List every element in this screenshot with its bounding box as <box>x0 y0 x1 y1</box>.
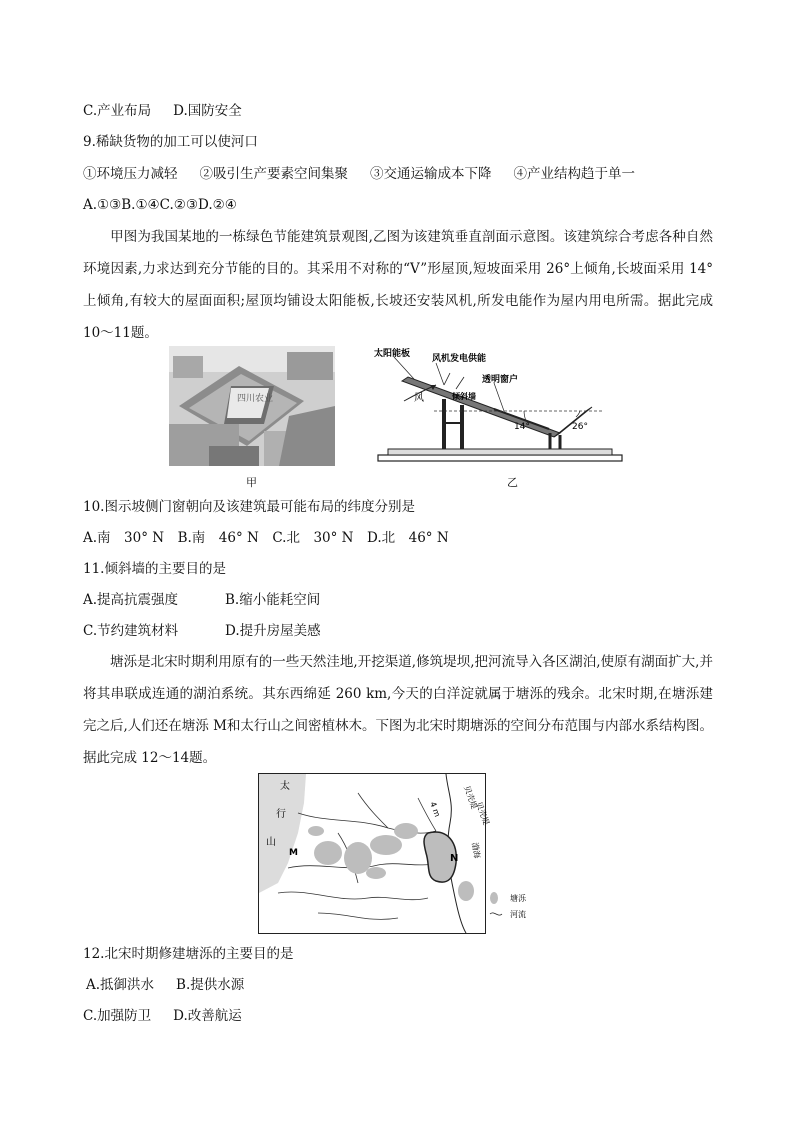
q10-options <box>83 528 449 548</box>
label-tilted-wall: 倾斜墙 <box>452 392 476 401</box>
q9-stem: 9.稀缺货物的加工可以使河口 <box>83 134 258 150</box>
building-photo <box>169 346 335 466</box>
passage-building-text: 甲图为我国某地的一栋绿色节能建筑景观图,乙图为该建筑垂直剖面示意图。该建筑综合考虑各种自然环境因素,力求达到充分节能的目的。其采用不对称的“V”形屋顶,短坡面采用 26°上倾角,长坡面采用 14°上倾角,有较大的屋面面积;屋顶均铺设太阳能板,长坡还安装风机,所发电能作为屋内用电所需。据此完成 10～11题。 <box>83 229 713 341</box>
q10-stem: 10.图示坡侧门窗朝向及该建筑最可能布局的纬度分别是 <box>83 499 415 515</box>
legend-river: 河流 <box>510 910 526 919</box>
photo-sign: 四川农业 <box>237 394 274 404</box>
q9-item-1: ①环境压力减轻 <box>83 166 178 182</box>
passage-tangluo <box>83 646 713 774</box>
label-solar-panel: 太阳能板 <box>374 349 411 359</box>
q9-choices: A.①③B.①④C.②③D.②④ <box>83 197 237 213</box>
legend-lake: 塘泺 <box>510 894 526 903</box>
q9-item-3: ③交通运输成本下降 <box>370 166 492 182</box>
q11-option-c: C.节约建筑材料 <box>83 623 179 639</box>
q9-item-2: ②吸引生产要素空间集聚 <box>199 166 348 182</box>
caption-jia: 甲 <box>246 476 257 489</box>
label-n: N <box>450 853 459 864</box>
q9-item-4: ④产业结构趋于单一 <box>513 166 635 182</box>
q12-option-b: B.提供水源 <box>176 977 245 993</box>
q10-option-a: A.南 30° N <box>83 530 165 546</box>
building-section-diagram <box>374 341 626 468</box>
q11-option-a: A.提高抗震强度 <box>83 592 179 608</box>
label-shan: 山 <box>266 837 276 848</box>
label-dike-2: 贝壳堤 <box>474 800 491 827</box>
q10-option-b: B.南 46° N <box>177 530 259 546</box>
label-4m: 4 m <box>428 800 442 819</box>
label-wind: 风 <box>414 393 424 404</box>
q8-option-c: C.产业布局 <box>83 103 152 119</box>
passage-building <box>83 221 713 349</box>
q12-option-d: D.改善航运 <box>173 1008 242 1024</box>
q11-options-cd <box>83 621 321 641</box>
q9-items <box>83 164 635 184</box>
label-m: M <box>289 848 298 858</box>
label-tai: 太 <box>280 781 290 792</box>
q12-options-ab <box>86 975 244 995</box>
q8-option-d: D.国防安全 <box>173 103 242 119</box>
q11-option-d: D.提升房屋美感 <box>225 623 321 639</box>
label-bohai: 渤海 <box>470 841 482 860</box>
label-window: 透明窗户 <box>482 375 519 385</box>
label-wind-power: 风机发电供能 <box>432 354 487 364</box>
q12-options-cd <box>83 1006 242 1026</box>
passage-tangluo-text: 塘泺是北宋时期利用原有的一些天然洼地,开挖渠道,修筑堤坝,把河流导入各区湖泊,使原有湖面扩大,并将其串联成连通的湖泊系统。其东西绵延 260 km,今天的白洋淀就属于塘泺的残余。北宋时期,在塘泺建完之后,人们还在塘泺 M和太行山之间密植林木。下图为北宋时期塘泺的空间分布范围与内部水系结构图。据此完成 12～14题。 <box>83 654 713 766</box>
q10-option-c: C.北 30° N <box>272 530 354 546</box>
q12-stem: 12.北宋时期修建塘泺的主要目的是 <box>83 946 294 962</box>
label-angle-26: 26° <box>572 422 588 432</box>
q12-option-a: A.抵御洪水 <box>86 977 155 993</box>
label-angle-14: 14° <box>514 422 530 432</box>
q8-options-cd <box>83 101 242 121</box>
q11-stem: 11.倾斜墙的主要目的是 <box>83 561 226 577</box>
label-dike-1: 贝壳堤 <box>462 784 479 811</box>
q12-option-c: C.加强防卫 <box>83 1008 152 1024</box>
q11-option-b: B.缩小能耗空间 <box>225 592 321 608</box>
label-hang: 行 <box>276 809 286 820</box>
q11-options-ab <box>83 590 320 610</box>
caption-yi: 乙 <box>507 476 518 489</box>
tangluo-map <box>258 773 530 936</box>
q10-option-d: D.北 46° N <box>367 530 449 546</box>
